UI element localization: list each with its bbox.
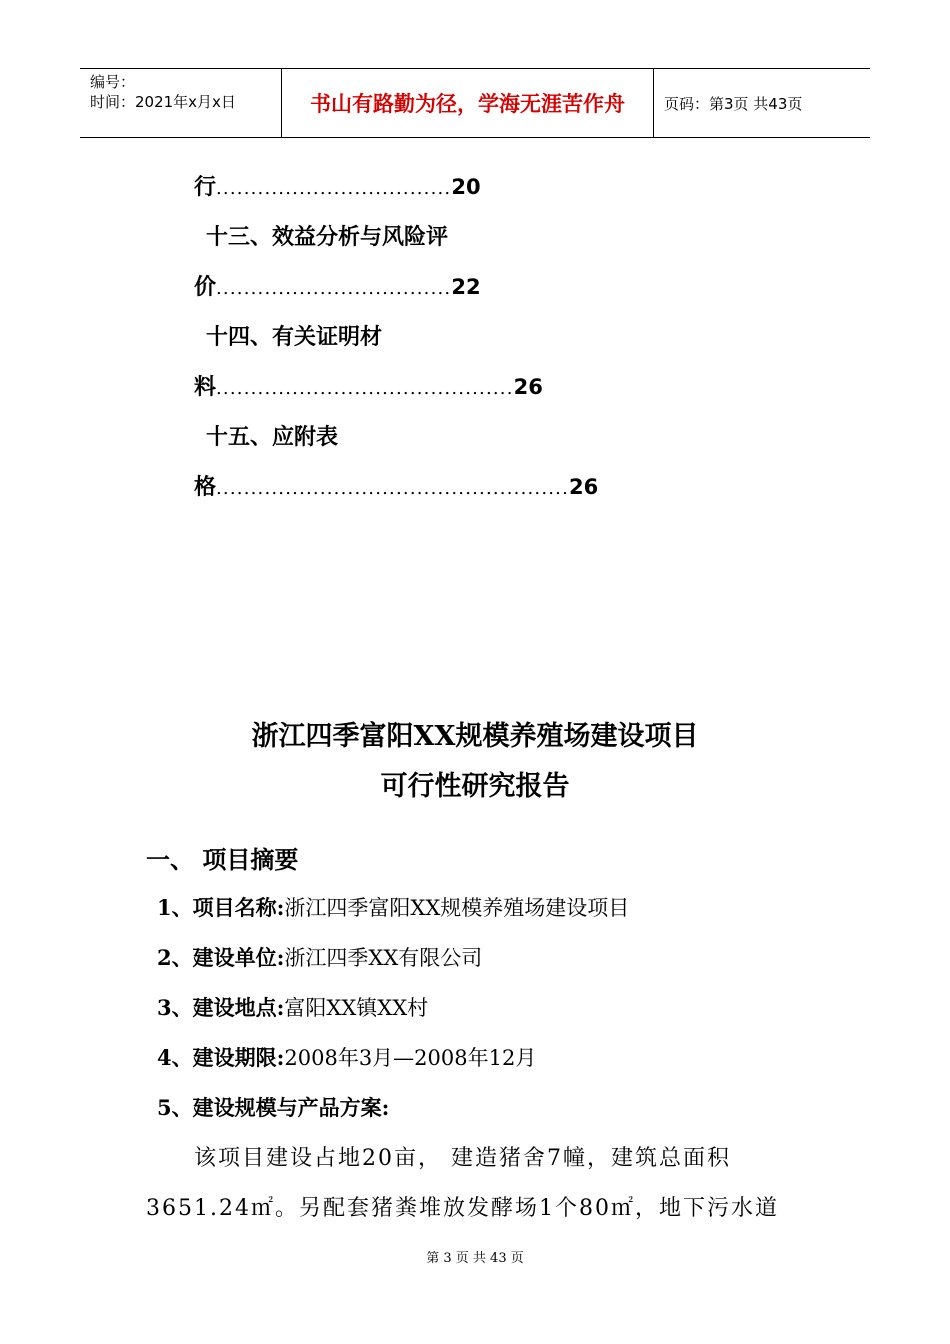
toc-dots: ........................................... bbox=[216, 378, 514, 399]
summary-item bbox=[157, 1042, 536, 1072]
toc-entry bbox=[194, 170, 481, 201]
toc-dots: .................................. bbox=[216, 178, 452, 199]
toc-heading: 十三、效益分析与风险评 bbox=[206, 224, 449, 250]
number-label: 编号： bbox=[90, 73, 136, 91]
summary-value: 富阳XX镇XX村 bbox=[284, 996, 429, 1020]
toc-entry bbox=[194, 270, 481, 301]
toc-entry bbox=[194, 470, 598, 501]
summary-item bbox=[157, 1092, 389, 1122]
time-label: 时间：2021年x月x日 bbox=[90, 93, 236, 111]
toc-page: 22 bbox=[451, 275, 481, 299]
toc-dots: ................................................... bbox=[216, 478, 570, 499]
summary-value: 浙江四季富阳XX规模养殖场建设项目 bbox=[284, 896, 630, 920]
header-motto-cell bbox=[281, 69, 654, 137]
page-header bbox=[80, 68, 870, 138]
summary-key: 5、建设规模与产品方案: bbox=[157, 1095, 390, 1120]
summary-item bbox=[157, 892, 629, 922]
toc-text: 格 bbox=[194, 474, 217, 500]
toc-dots: .................................. bbox=[216, 278, 452, 299]
summary-key: 3、建设地点: bbox=[157, 995, 285, 1020]
document-title-line1: 浙江四季富阳XX规模养殖场建设项目 bbox=[251, 721, 699, 752]
summary-item bbox=[157, 992, 428, 1022]
summary-value: 2008年3月—2008年12月 bbox=[284, 1046, 537, 1070]
summary-key: 1、项目名称: bbox=[157, 895, 285, 920]
header-motto: 书山有路勤为径，学海无涯苦作舟 bbox=[310, 92, 625, 116]
toc-text: 料 bbox=[194, 374, 217, 400]
summary-key: 2、建设单位: bbox=[157, 945, 285, 970]
page-footer: 第 3 页 共 43 页 bbox=[426, 1251, 524, 1266]
toc-text: 行 bbox=[194, 174, 217, 200]
header-page-info: 页码：第3页 共43页 bbox=[664, 94, 803, 113]
toc-heading: 十五、应附表 bbox=[206, 424, 339, 450]
summary-value: 浙江四季XX有限公司 bbox=[284, 946, 483, 970]
toc-page: 26 bbox=[513, 375, 543, 399]
summary-item bbox=[157, 942, 482, 972]
document-title-line2: 可行性研究报告 bbox=[380, 771, 570, 802]
summary-key: 4、建设期限: bbox=[157, 1045, 285, 1070]
toc-page: 20 bbox=[451, 175, 481, 199]
toc-heading: 十四、有关证明材 bbox=[206, 324, 383, 350]
section-heading: 一、 项目摘要 bbox=[146, 845, 299, 874]
toc-text: 价 bbox=[194, 274, 217, 300]
body-paragraph-line1: 该项目建设占地20亩， 建造猪舍7幢，建筑总面积 bbox=[194, 1146, 731, 1171]
body-paragraph-line2: 3651.24㎡。另配套猪粪堆放发酵场1个80㎡，地下污水道 bbox=[146, 1196, 779, 1221]
toc-page: 26 bbox=[569, 475, 599, 499]
header-meta bbox=[80, 69, 281, 137]
toc-entry bbox=[194, 370, 543, 401]
